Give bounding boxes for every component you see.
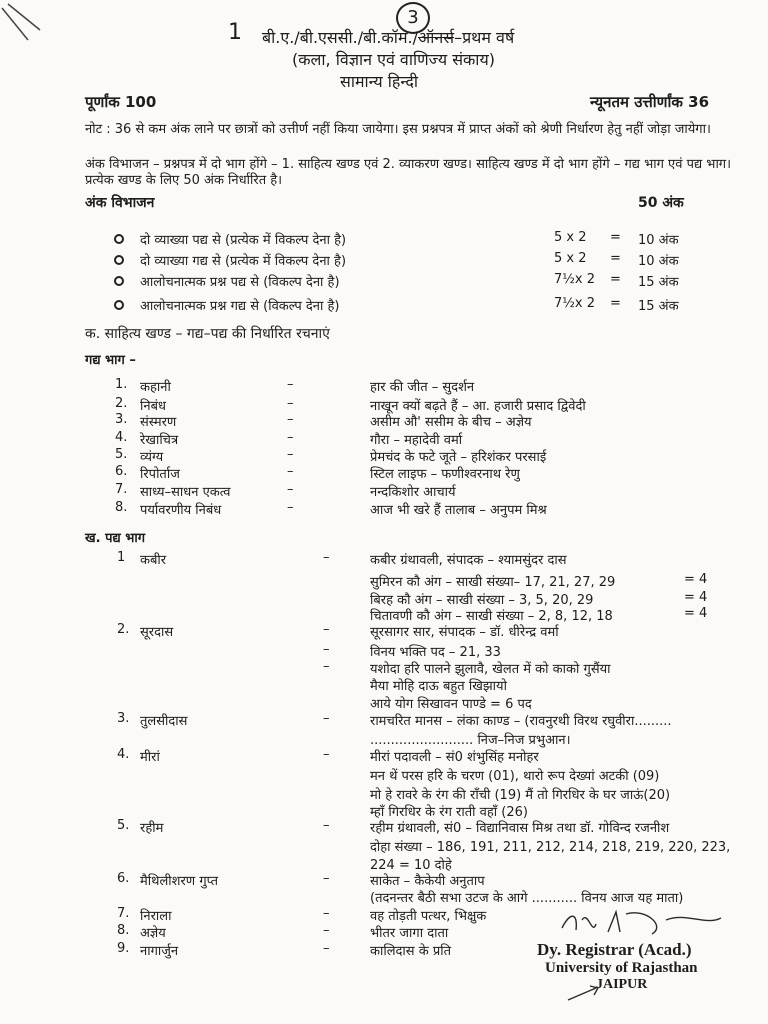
prose-item-genre: साध्य–साधन एकत्व [140,485,231,500]
poet-work-line: सुमिरन कौ अंग – साखी संख्या– 17, 21, 27, 29 [370,575,616,590]
struck-honours: ऑनर्स [418,28,455,47]
faculty-line: (कला, विज्ञान एवं वाणिज्य संकाय) [292,50,495,69]
prose-item-number: 1. [115,377,128,392]
poet-work-line: कबीर ग्रंथावली, संपादक – श्यामसुंदर दास [370,553,567,568]
signature-org: University of Rajasthan [545,960,698,976]
page-number-circle: 3 [396,2,430,34]
poet-work-line: यशोदा हरि पालने झुलावै, खेलत में को काको गुसैंया [370,662,611,677]
section-ka-heading: क. साहित्य खण्ड – गद्य–पद्य की निर्धारित रचनाएं [85,326,330,342]
poet-number: 1 [117,550,126,565]
marks-row-label: आलोचनात्मक प्रश्न पद्य से (विकल्प देना है) [140,272,340,290]
subject-line: सामान्य हिन्दी [340,72,418,91]
poet-work-line: सूरसागर सार, संपादक – डॉ. धीरेन्द्र वर्मा [370,625,559,640]
prose-item-work: गौरा – महादेवी वर्मा [370,433,463,448]
prose-item-dash: – [287,482,294,497]
prose-item-work: प्रेमचंद के फटे जूते – हरिशंकर परसाई [370,450,547,465]
poet-dash: – [323,906,330,921]
prose-item-genre: व्यंग्य [140,450,164,465]
poet-line-dash: – [323,659,330,674]
poet-line-count: = 4 [684,606,708,621]
poet-number: 8. [117,923,130,938]
marks-row-calc: 5 x 2 [554,230,587,245]
prose-item-work: असीम औ' ससीम के बीच – अज्ञेय [370,415,532,430]
course-text: बी.ए./बी.एससी./बी.कॉम./ [262,28,418,47]
poet-line-dash: – [323,642,330,657]
poet-work-line: ......................... निज–निज प्रभुआन। [370,733,571,748]
prose-item-work: आज भी खरे हैं तालाब – अनुपम मिश्र [370,503,547,518]
signature-city: JAIPUR [596,977,648,992]
prose-item-genre: निबंध [140,399,167,414]
signature-scribble-icon [556,906,726,942]
prose-item-dash: – [287,464,294,479]
signature-title: Dy. Registrar (Acad.) [537,940,692,959]
poet-work-line: दोहा संख्या – 186, 191, 211, 212, 214, 218, 219, 220, 223, [370,840,731,855]
poet-name: कबीर [140,553,167,568]
min-pass-marks: न्यूनतम उत्तीर्णांक 36 [590,93,710,111]
prose-item-genre: संस्मरण [140,415,177,430]
prose-item-dash: – [287,500,294,515]
poet-work-line: म्हाँ गिरधिर के रंग राती वहाँ (26) [370,805,528,820]
marks-row-calc: 5 x 2 [554,251,587,266]
prose-item-genre: पर्यावरणीय निबंध [140,503,222,518]
poet-work-line: मीरां पदावली – सं0 शंभुसिंह मनोहर [370,750,539,765]
marks-row-calc: 7½x 2 [554,296,595,311]
poet-work-line: बिरह कौ अंग – साखी संख्या – 3, 5, 20, 29 [370,593,594,608]
marks-row-label: आलोचनात्मक प्रश्न गद्य से (विकल्प देना है) [140,296,339,314]
prose-item-work: नन्दकिशोर आचार्य [370,485,456,500]
corner-mark-icon [0,0,60,60]
poet-line-count: = 4 [684,572,708,587]
prose-item-dash: – [287,430,294,445]
prose-item-work: नाखून क्यों बढ़ते हैं – आ. हजारी प्रसाद द्विवेदी [370,399,586,414]
poet-number: 4. [117,747,130,762]
prose-item-dash: – [287,412,294,427]
poet-dash: – [323,871,330,886]
poet-dash: – [323,747,330,762]
poet-name: अज्ञेय [140,926,166,941]
poet-dash: – [323,711,330,726]
marks-row-label: दो व्याख्या गद्य से (प्रत्येक में विकल्प देना है) [140,251,346,269]
poet-work-line: विनय भक्ति पद – 21, 33 [370,645,501,660]
marks-row-eq: = [610,251,621,266]
poet-name: मैथिलीशरण गुप्त [140,874,219,889]
marks-division-paragraph: अंक विभाजन – प्रश्नपत्र में दो भाग होंगे – 1. साहित्य खण्ड एवं 2. व्याकरण खण्ड। साहित्य खण्ड में दो भाग होंगे – गद्य भाग एवं पद्य भाग। प्रत्येक खण्ड के लिए 50 अंक निर्धारित है। [85,157,732,188]
poet-work-line: आये योग सिखावन पाण्डे = 6 पद [370,697,532,712]
marks-row-eq: = [610,230,621,245]
marks-row-value: 10 अंक [638,254,679,269]
poet-number: 6. [117,871,130,886]
poet-name: रहीम [140,821,164,836]
marks-row-value: 15 अंक [638,275,679,290]
note-paragraph: नोट : 36 से कम अंक लाने पर छात्रों को उत्तीर्ण नहीं किया जायेगा। इस प्रश्नपत्र में प्राप्त अंकों को श्रेणी निर्धारण हेतु नहीं जोड़ा जायेगा। [85,122,711,137]
poet-number: 2. [117,622,130,637]
marks-row-label: दो व्याख्या पद्य से (प्रत्येक में विकल्प देना है) [140,230,346,248]
poet-work-line: मैया मोहि दाऊ बहुत खिझायो [370,679,507,694]
poet-name: तुलसीदास [140,714,188,729]
marks-row-calc: 7½x 2 [554,272,595,287]
prose-item-number: 5. [115,447,128,462]
poet-dash: – [323,923,330,938]
prose-item-number: 4. [115,430,128,445]
poet-number: 3. [117,711,130,726]
poet-name: मीरां [140,750,160,765]
marks-row-value: 15 अंक [638,299,679,314]
poet-work-line: चितावणी कौ अंग – साखी संख्या – 2, 8, 12, 18 [370,609,613,624]
prose-item-number: 6. [115,464,128,479]
arrow-scribble-icon [566,982,606,1006]
poet-dash: – [323,550,330,565]
prose-item-number: 2. [115,396,128,411]
poet-dash: – [323,622,330,637]
poet-work-line: (तदनन्तर बैठी सभा उटज के आगे ........... विनय आज यह माता) [370,891,684,906]
poet-work-line: रामचरित मानस – लंका काण्ड – (रावनुरथी विरथ रघुवीरा......... [370,714,672,729]
prose-item-dash: – [287,396,294,411]
course-line [262,26,514,48]
poet-work-line: मो हे रावरे के रंग की राँची (19) मैं तो गिरधिर के घर जाऊं(20) [370,788,671,803]
prose-item-number: 3. [115,412,128,427]
prose-item-dash: – [287,377,294,392]
marks-row-eq: = [610,296,621,311]
poet-work-line: साकेत – कैकेयी अनुताप [370,874,485,889]
poet-work-line: 224 = 10 दोहे [370,858,452,873]
poet-number: 7. [117,906,130,921]
poet-work-line: रहीम ग्रंथावली, सं0 – विद्यानिवास मिश्र तथा डॉ. गोविन्द रजनीश [370,821,670,836]
poet-work-line: वह तोड़ती पत्थर, भिक्षुक [370,909,487,924]
prose-item-genre: रेखाचित्र [140,433,179,448]
poet-line-count: = 4 [684,590,708,605]
prose-subheading: गद्य भाग – [85,353,136,368]
marks-row-value: 10 अंक [638,233,679,248]
prose-item-work: हार की जीत – सुदर्शन [370,380,475,395]
prose-item-number: 8. [115,500,128,515]
poet-work-line: भीतर जागा दाता [370,926,449,941]
poet-name: नागार्जुन [140,944,179,959]
poet-name: निराला [140,909,172,924]
poet-name: सूरदास [140,625,174,640]
prose-item-genre: कहानी [140,380,171,395]
poet-number: 9. [117,941,130,956]
prose-item-dash: – [287,447,294,462]
poet-work-line: कालिदास के प्रति [370,944,452,959]
margin-mark: 1 [228,20,242,45]
marks-heading: अंक विभाजन [85,195,155,211]
prose-item-work: स्टिल लाइफ – फणीश्वरनाथ रेणु [370,467,520,482]
prose-item-number: 7. [115,482,128,497]
poet-dash: – [323,941,330,956]
poet-work-line: मन थें परस हरि के चरण (01), थारो रूप देख्यां अटकी (09) [370,769,660,784]
poet-number: 5. [117,818,130,833]
marks-row-eq: = [610,272,621,287]
poet-dash: – [323,818,330,833]
max-marks: पूर्णांक 100 [85,93,157,111]
section-kha-heading: ख. पद्य भाग [85,531,146,546]
year-text: –प्रथम वर्ष [454,28,515,47]
marks-total: 50 अंक [638,195,684,211]
prose-item-genre: रिपोर्ताज [140,467,180,482]
